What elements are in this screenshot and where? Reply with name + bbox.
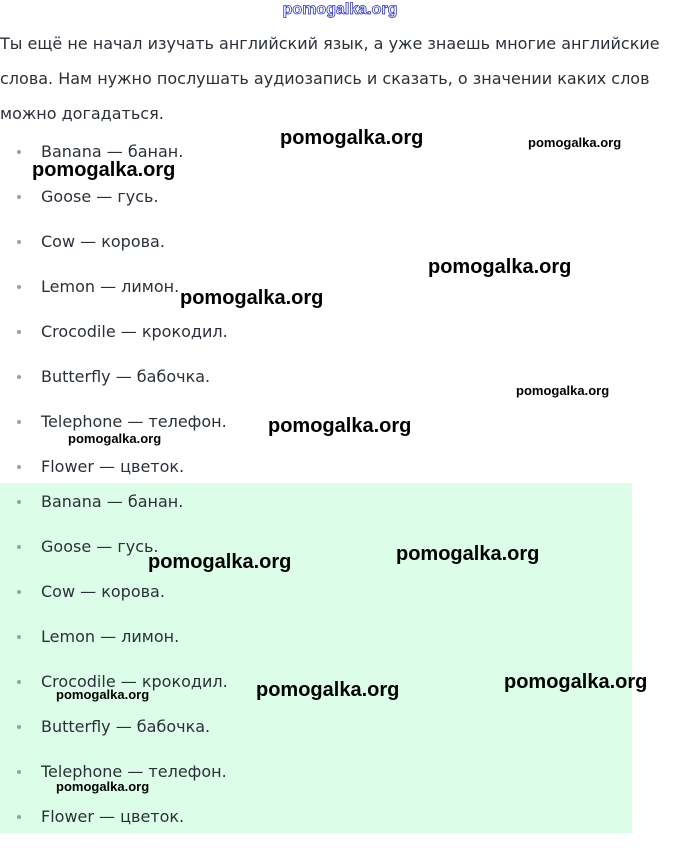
list-item-text: Cow — корова. [41,232,165,251]
bullet-icon [17,725,21,729]
bullet-icon [17,770,21,774]
bullet-icon [17,680,21,684]
bullet-icon [17,150,21,154]
list-item-text: Banana — банан. [41,492,184,511]
watermark: pomogalka.org [504,671,648,693]
watermark: pomogalka.org [256,679,400,701]
intro-paragraph [0,26,668,131]
watermark: pomogalka.org [68,431,162,446]
watermark: pomogalka.org [396,543,540,565]
list-item-text: Butterfly — бабочка. [41,367,211,386]
bullet-icon [17,465,21,469]
list-item-text: Flower — цветок. [41,807,185,826]
bullet-icon [17,195,21,199]
watermark: pomogalka.org [516,383,610,398]
bullet-icon [17,635,21,639]
watermark: pomogalka.org [32,159,176,181]
list-item-text: Crocodile — крокодил. [41,322,228,341]
bullet-icon [17,815,21,819]
list-item-text: Telephone — телефон. [41,762,227,781]
list-item-text: Banana — банан. [41,142,184,161]
list-item-text: Goose — гусь. [41,187,159,206]
watermark: pomogalka.org [280,127,424,149]
bullet-icon [17,285,21,289]
list-item-text: Cow — корова. [41,582,165,601]
watermark: pomogalka.org [268,415,412,437]
watermark: pomogalka.org [528,135,622,150]
list-item-text: Telephone — телефон. [41,412,227,431]
bullet-icon [17,420,21,424]
watermark: pomogalka.org [56,779,150,794]
watermark: pomogalka.org [428,256,572,278]
list-item-text: Lemon — лимон. [41,277,180,296]
list-item-text: Crocodile — крокодил. [41,672,228,691]
watermark: pomogalka.org [148,551,292,573]
list-item-text: Lemon — лимон. [41,627,180,646]
list-item-text: Butterfly — бабочка. [41,717,211,736]
watermark: pomogalka.org [180,287,324,309]
bullet-icon [17,240,21,244]
bullet-icon [17,330,21,334]
bullet-icon [17,375,21,379]
bullet-icon [17,590,21,594]
list-item-text: Flower — цветок. [41,457,185,476]
watermark: pomogalka.org [56,687,150,702]
intro-text: Ты ещё не начал изучать английский язык, а уже знаешь многие английские слова. Нам нужно послушать аудиозапись и сказать, о значении каких слов можно догадаться. [0,34,660,123]
bullet-icon [17,500,21,504]
header-watermark: pomogalka.org [282,1,398,18]
bullet-icon [17,545,21,549]
list-item-text: Goose — гусь. [41,537,159,556]
